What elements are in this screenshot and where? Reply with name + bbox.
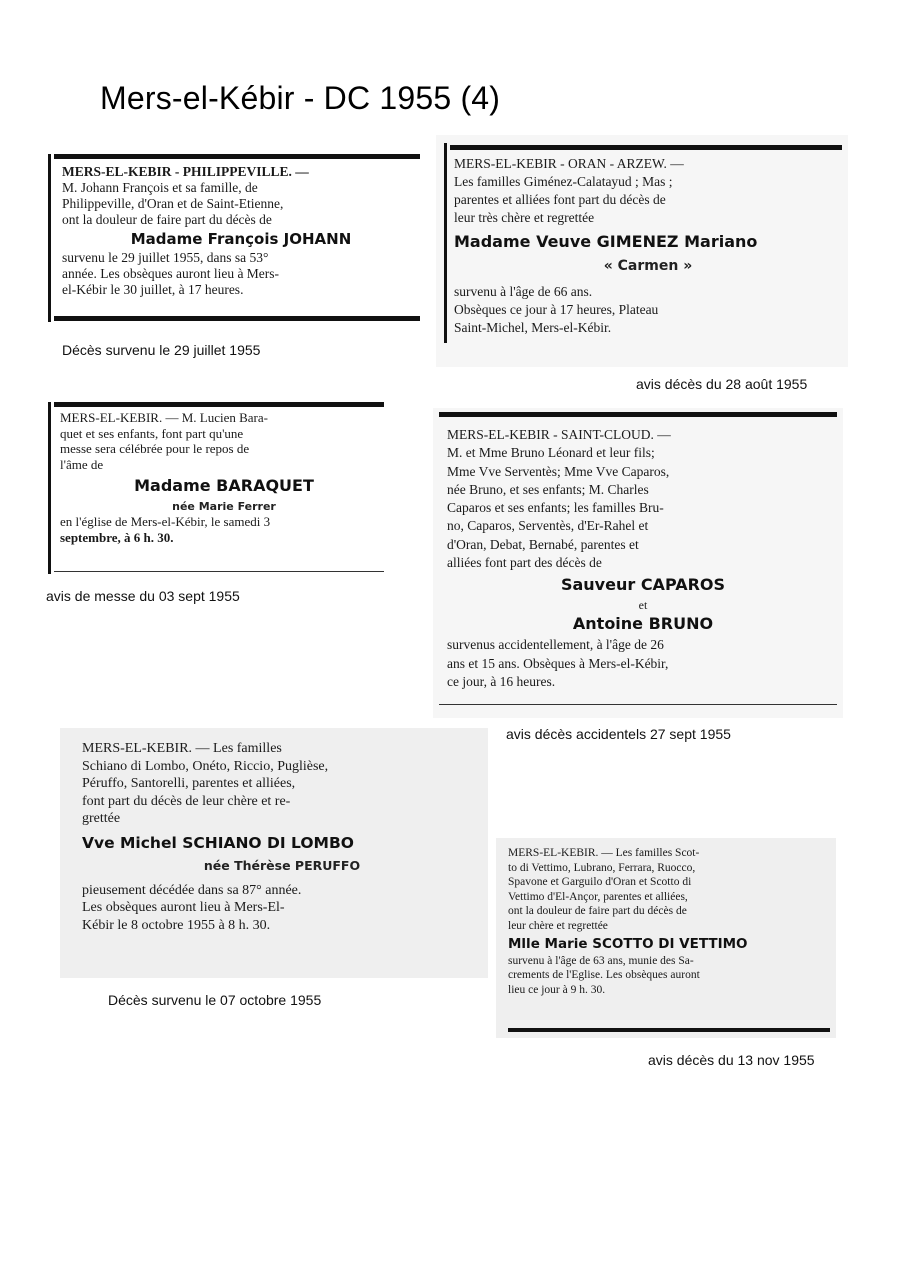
maiden-name: née Thérèse PERUFFO — [203, 857, 361, 873]
caption-4: avis décès accidentels 27 sept 1955 — [506, 726, 731, 742]
bottom-rule — [508, 1028, 830, 1032]
notice-line: survenu le 29 juillet 1955, dans sa 53° — [62, 250, 269, 265]
notice-caparos-bruno — [433, 408, 843, 718]
notice-line: ont la douleur de faire part du décès de — [62, 212, 272, 227]
notice-line: Saint-Michel, Mers-el-Kébir. — [454, 320, 612, 335]
deceased-name: Vve Michel SCHIANO DI LOMBO — [82, 833, 354, 852]
top-rule — [439, 412, 837, 417]
conjunction: et — [638, 598, 648, 613]
deceased-name: Sauveur CAPAROS — [560, 575, 726, 595]
bottom-rule — [439, 704, 837, 705]
notice-line: Péruffo, Santorelli, parentes et alliées, — [82, 776, 296, 791]
notice-line: el-Kébir le 30 juillet, à 17 heures. — [62, 282, 244, 297]
notice-line: survenu à l'âge de 66 ans. — [454, 284, 593, 299]
deceased-nickname: « Carmen » — [603, 258, 693, 274]
page-title: Mers-el-Kébir - DC 1955 (4) — [100, 80, 501, 116]
notice-line: MERS-EL-KEBIR - PHILIPPEVILLE. — — [62, 164, 309, 179]
top-rule — [54, 154, 420, 159]
notice-line: MERS-EL-KEBIR. — Les familles Scot- — [508, 847, 700, 859]
notice-line: crements de l'Eglise. Les obsèques auront — [508, 969, 700, 982]
deceased-name: Madame BARAQUET — [134, 476, 314, 495]
notice-schiano-di-lombo — [60, 728, 488, 978]
caption-6: avis décès du 13 nov 1955 — [648, 1052, 815, 1068]
notice-line: M. Johann François et sa famille, de — [62, 180, 258, 195]
notice-line: Kébir le 8 octobre 1955 à 8 h. 30. — [82, 917, 271, 933]
notice-line: lieu ce jour à 9 h. 30. — [508, 983, 606, 996]
deceased-name: Mlle Marie SCOTTO DI VETTIMO — [508, 935, 748, 952]
notice-line: Caparos et ses enfants; les familles Bru- — [447, 500, 664, 516]
notice-line: septembre, à 6 h. 30. — [60, 529, 174, 545]
notice-line: M. et Mme Bruno Léonard et leur fils; — [447, 445, 655, 461]
notice-line: née Bruno, et ses enfants; M. Charles — [447, 481, 649, 497]
left-border — [48, 402, 51, 574]
notice-scotto-di-vettimo — [496, 838, 836, 1038]
maiden-name: née Marie Ferrer — [172, 500, 276, 513]
notice-line: Spavone et Garguilo d'Oran et Scotto di — [508, 876, 692, 889]
notice-line: l'âme de — [60, 456, 104, 472]
notice-line: to di Vettimo, Lubrano, Ferrara, Ruocco, — [508, 861, 696, 874]
notice-line: MERS-EL-KEBIR. — Les familles — [82, 741, 282, 756]
notice-line: Philippeville, d'Oran et de Saint-Etienne, — [62, 196, 284, 211]
notice-line: ans et 15 ans. Obsèques à Mers-el-Kébir, — [447, 655, 669, 671]
notice-line: année. Les obsèques auront lieu à Mers- — [62, 266, 280, 281]
notice-line: MERS-EL-KEBIR. — M. Lucien Bara- — [60, 410, 268, 425]
notice-johann — [48, 150, 424, 325]
notice-line: grettée — [82, 811, 121, 826]
notice-line: survenus accidentellement, à l'âge de 26 — [447, 637, 664, 653]
left-border — [444, 143, 447, 343]
notice-line: no, Caparos, Serventès, d'Er-Rahel et — [447, 518, 649, 534]
notice-line: leur chère et regrettée — [508, 919, 608, 932]
notice-line: MERS-EL-KEBIR - SAINT-CLOUD. — — [447, 427, 671, 442]
bottom-rule — [54, 316, 420, 321]
caption-1: Décès survenu le 29 juillet 1955 — [62, 342, 261, 358]
notice-line: Vettimo d'El-Ançor, parentes et alliées, — [508, 890, 688, 903]
notice-gimenez — [436, 135, 848, 367]
notice-line: d'Oran, Debat, Bernabé, parentes et — [447, 536, 639, 552]
notice-line: Mme Vve Serventès; Mme Vve Caparos, — [447, 463, 670, 479]
notice-line: font part du décès de leur chère et re- — [82, 793, 291, 809]
top-rule — [54, 402, 384, 407]
deceased-name: Madame Veuve GIMENEZ Mariano — [454, 232, 758, 251]
notice-line: Les familles Giménez-Calatayud ; Mas ; — [454, 174, 673, 189]
left-border — [48, 154, 51, 322]
notice-line: alliées font part des décès de — [447, 555, 602, 571]
notice-line: quet et ses enfants, font part qu'une — [60, 425, 244, 441]
caption-2: avis décès du 28 août 1955 — [636, 376, 808, 392]
notice-line: survenu à l'âge de 63 ans, munie des Sa- — [508, 954, 694, 967]
notice-line: leur très chère et regrettée — [454, 210, 595, 225]
notice-line: Obsèques ce jour à 17 heures, Plateau — [454, 302, 659, 317]
notice-baraquet — [48, 398, 388, 576]
caption-3: avis de messe du 03 sept 1955 — [46, 588, 240, 604]
notice-line: Schiano di Lombo, Onéto, Riccio, Puglièse, — [82, 758, 329, 774]
notice-line: Les obsèques auront lieu à Mers-El- — [82, 900, 285, 915]
notice-line: en l'église de Mers-el-Kébir, le samedi 3 — [60, 514, 271, 529]
caption-5: Décès survenu le 07 octobre 1955 — [108, 992, 322, 1008]
deceased-name: Madame François JOHANN — [130, 230, 352, 248]
bottom-rule — [54, 571, 384, 572]
top-rule — [450, 145, 842, 150]
deceased-name: Antoine BRUNO — [572, 614, 714, 634]
notice-line: ce jour, à 16 heures. — [447, 673, 556, 689]
notice-line: MERS-EL-KEBIR - ORAN - ARZEW. — — [454, 156, 684, 171]
notice-line: parentes et alliées font part du décès de — [454, 192, 666, 207]
notice-line: pieusement décédée dans sa 87° année. — [82, 882, 302, 898]
notice-line: messe sera célébrée pour le repos de — [60, 441, 250, 456]
notice-line: ont la douleur de faire part du décès de — [508, 905, 687, 918]
